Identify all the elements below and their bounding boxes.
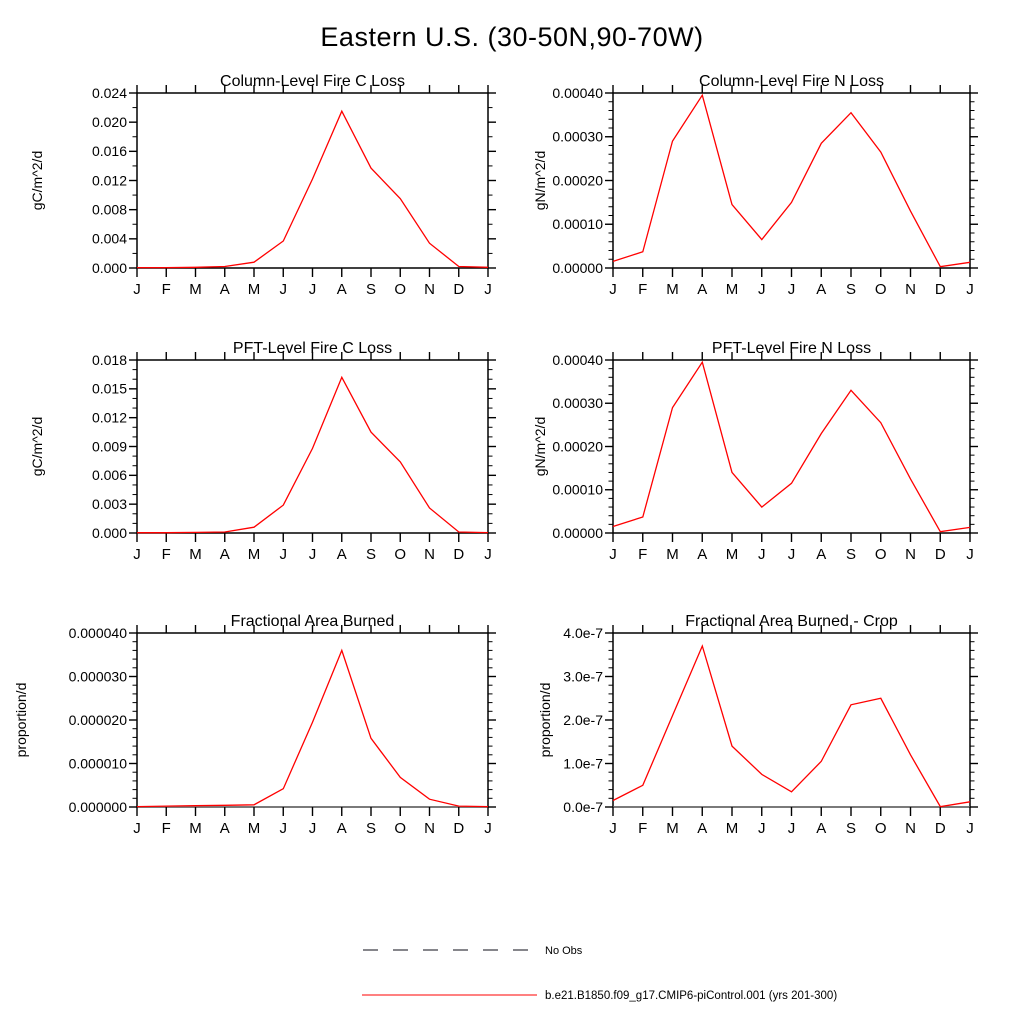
figure-title: Eastern U.S. (30-50N,90-70W) (320, 22, 704, 52)
month-label: A (697, 820, 708, 837)
month-label: A (697, 546, 708, 563)
y-tick-label: 0.000000 (68, 798, 127, 815)
y-axis-label: proportion/d (537, 682, 553, 758)
y-tick-label: 0.00020 (552, 172, 603, 189)
plot-frame (613, 633, 970, 807)
panel-title: Column-Level Fire C Loss (220, 73, 405, 90)
y-tick-label: 0.018 (91, 351, 127, 368)
panel-title: Fractional Area Burned - Crop (685, 613, 898, 630)
panel-pft-fire-n-loss (512, 325, 1024, 590)
y-tick-label: 0.009 (91, 438, 127, 455)
panel-fractional-area-burned (0, 598, 512, 863)
month-label: M (725, 281, 739, 298)
y-axis-label: gC/m^2/d (29, 416, 45, 477)
series-line (613, 95, 970, 267)
month-label: J (758, 546, 766, 563)
month-label: M (189, 281, 202, 298)
month-label: M (247, 281, 261, 298)
month-label: M (666, 281, 679, 298)
y-tick-label: 0.0e-7 (563, 798, 603, 815)
plot-frame (613, 360, 970, 533)
y-tick-label: 0.00020 (552, 438, 603, 455)
plot-frame (137, 360, 488, 533)
month-label: J (308, 281, 317, 298)
month-label: M (725, 546, 739, 563)
panel-title: PFT-Level Fire C Loss (232, 340, 393, 357)
month-label: D (934, 546, 946, 563)
y-tick-label: 0.004 (91, 230, 127, 247)
month-label: D (934, 820, 946, 837)
month-label: J (609, 281, 617, 298)
month-label: N (424, 281, 435, 298)
y-tick-label: 0.012 (91, 409, 127, 426)
legend-label-no-obs: No Obs (545, 944, 583, 957)
month-label: J (279, 820, 287, 837)
plot-frame (613, 93, 970, 268)
y-tick-label: 0.000040 (68, 624, 127, 641)
y-tick-label: 0.000020 (68, 711, 127, 728)
panel-title: Column-Level Fire N Loss (699, 73, 884, 90)
legend-label-model: b.e21.B1850.f09_g17.CMIP6-piControl.001 (yrs 201-300) (545, 990, 838, 1003)
month-label: M (247, 546, 261, 563)
month-label: D (453, 820, 465, 837)
legend (0, 920, 1024, 1024)
y-axis-label: proportion/d (13, 682, 29, 758)
month-label: N (424, 546, 435, 563)
month-label: S (845, 546, 857, 563)
month-label: F (638, 820, 648, 837)
y-tick-label: 2.0e-7 (563, 711, 603, 728)
month-label: F (161, 546, 171, 563)
month-label: J (787, 546, 796, 563)
month-label: J (484, 281, 492, 298)
month-label: N (905, 546, 916, 563)
month-label: J (279, 546, 287, 563)
series-line (137, 650, 488, 806)
month-label: O (394, 546, 407, 563)
month-label: J (133, 546, 141, 563)
month-label: J (484, 546, 492, 563)
month-label: N (424, 820, 435, 837)
month-label: D (453, 546, 465, 563)
panel-column-fire-n-loss (512, 60, 1024, 325)
month-label: O (874, 820, 887, 837)
month-label: A (816, 281, 827, 298)
y-tick-label: 4.0e-7 (563, 624, 603, 641)
month-label: A (697, 281, 708, 298)
month-label: D (453, 281, 465, 298)
y-tick-label: 0.00030 (552, 128, 603, 145)
month-label: D (934, 281, 946, 298)
month-label: N (905, 281, 916, 298)
month-label: J (758, 820, 766, 837)
month-label: J (787, 281, 796, 298)
month-label: A (219, 281, 230, 298)
y-tick-label: 0.000030 (68, 668, 127, 685)
month-label: J (758, 281, 766, 298)
panel-title: PFT-Level Fire N Loss (711, 340, 872, 357)
y-tick-label: 0.000 (91, 259, 127, 276)
month-label: A (336, 281, 347, 298)
month-label: S (845, 281, 857, 298)
month-label: S (365, 281, 377, 298)
y-tick-label: 0.00010 (552, 481, 603, 498)
month-label: J (308, 820, 317, 837)
month-label: A (219, 546, 230, 563)
month-label: A (336, 820, 347, 837)
series-line (137, 111, 488, 267)
plot-frame (137, 633, 488, 807)
y-tick-label: 0.020 (91, 114, 127, 131)
month-label: F (161, 281, 171, 298)
y-tick-label: 0.00010 (552, 216, 603, 233)
month-label: M (666, 546, 679, 563)
month-label: J (609, 546, 617, 563)
y-tick-label: 0.00030 (552, 395, 603, 412)
month-label: M (189, 820, 202, 837)
month-label: A (219, 820, 230, 837)
y-tick-label: 0.00040 (552, 351, 603, 368)
y-axis-label: gN/m^2/d (532, 150, 548, 211)
y-axis-label: gC/m^2/d (29, 150, 45, 211)
month-label: S (365, 820, 377, 837)
month-label: O (394, 820, 407, 837)
month-label: M (247, 820, 261, 837)
month-label: O (874, 281, 887, 298)
series-line (613, 362, 970, 532)
y-tick-label: 1.0e-7 (563, 755, 603, 772)
month-label: A (816, 546, 827, 563)
y-tick-label: 0.00040 (552, 84, 603, 101)
month-label: F (638, 546, 648, 563)
month-label: O (874, 546, 887, 563)
y-tick-label: 0.015 (91, 380, 127, 397)
y-tick-label: 0.000010 (68, 755, 127, 772)
y-tick-label: 0.024 (91, 84, 127, 101)
y-tick-label: 3.0e-7 (563, 668, 603, 685)
y-tick-label: 0.016 (91, 143, 127, 160)
month-label: S (365, 546, 377, 563)
month-label: J (966, 546, 974, 563)
month-label: J (133, 820, 141, 837)
month-label: J (787, 820, 796, 837)
month-label: J (966, 820, 974, 837)
month-label: J (484, 820, 492, 837)
month-label: J (133, 281, 141, 298)
month-label: M (666, 820, 679, 837)
y-tick-label: 0.00000 (552, 524, 603, 541)
month-label: J (966, 281, 974, 298)
month-label: F (638, 281, 648, 298)
month-label: O (394, 281, 407, 298)
month-label: J (279, 281, 287, 298)
y-tick-label: 0.000 (91, 524, 127, 541)
month-label: N (905, 820, 916, 837)
month-label: A (336, 546, 347, 563)
series-line (613, 646, 970, 807)
month-label: J (609, 820, 617, 837)
month-label: S (845, 820, 857, 837)
month-label: F (161, 820, 171, 837)
month-label: A (816, 820, 827, 837)
panel-pft-fire-c-loss (0, 325, 512, 590)
y-axis-label: gN/m^2/d (532, 416, 548, 477)
y-tick-label: 0.008 (91, 201, 127, 218)
month-label: M (189, 546, 202, 563)
panel-title: Fractional Area Burned (230, 613, 395, 630)
month-label: J (308, 546, 317, 563)
panel-column-fire-c-loss (0, 60, 512, 325)
y-tick-label: 0.006 (91, 467, 127, 484)
y-tick-label: 0.003 (91, 496, 127, 513)
month-label: M (725, 820, 739, 837)
y-tick-label: 0.00000 (552, 259, 603, 276)
y-tick-label: 0.012 (91, 172, 127, 189)
series-line (137, 377, 488, 532)
panel-fractional-area-burned-crop (512, 598, 1024, 863)
